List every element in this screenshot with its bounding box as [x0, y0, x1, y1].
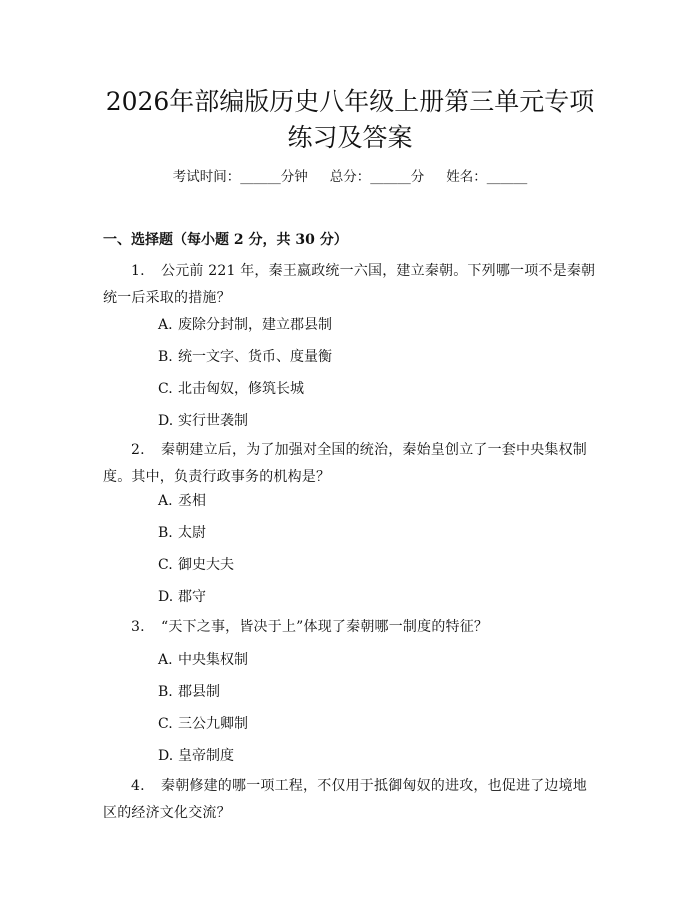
- option-letter: B.: [158, 349, 173, 365]
- option-text: 北击匈奴，修筑长城: [178, 381, 304, 397]
- exam-meta: [0, 166, 700, 188]
- question-1-option-d: [158, 410, 248, 432]
- question-1-option-b: [158, 346, 332, 368]
- question-text: 秦朝修建的哪一项工程，不仅用于抵御匈奴的进攻，也促进了边境地区的经济文化交流？: [103, 778, 587, 821]
- option-text: 中央集权制: [178, 652, 248, 668]
- question-3-option-b: [158, 681, 220, 703]
- option-text: 皇帝制度: [178, 748, 234, 764]
- option-letter: B.: [158, 684, 173, 700]
- question-3-option-d: [158, 745, 234, 767]
- option-text: 太尉: [178, 525, 206, 541]
- option-letter: C.: [158, 381, 173, 397]
- total-score-field: 总分：______分: [329, 169, 425, 185]
- section-heading: 一、选择题（每小题 2 分，共 30 分）: [103, 232, 348, 248]
- option-text: 废除分封制，建立郡县制: [178, 317, 332, 333]
- option-letter: D.: [158, 589, 174, 605]
- page-title-line-1: 2026年部编版历史八年级上册第三单元专项: [105, 87, 595, 116]
- option-text: 实行世袭制: [178, 413, 248, 429]
- question-2-option-a: [158, 490, 206, 512]
- question-1-option-c: [158, 378, 304, 400]
- page-title-line-2: 练习及答案: [287, 123, 413, 152]
- question-3-option-a: [158, 649, 248, 671]
- question-text: 公元前 221 年，秦王嬴政统一六国，建立秦朝。下列哪一项不是秦朝统一后采取的措施？: [103, 263, 596, 306]
- question-text: “天下之事，皆决于上”体现了秦朝哪一制度的特征？: [161, 619, 489, 635]
- question-1: [103, 258, 600, 312]
- question-number: 2.: [131, 442, 145, 458]
- option-letter: A.: [158, 317, 173, 333]
- question-2: [103, 437, 600, 491]
- question-text: 秦朝建立后，为了加强对全国的统治，秦始皇创立了一套中央集权制度。其中，负责行政事务的机构是？: [103, 442, 587, 485]
- question-2-option-c: [158, 554, 234, 576]
- option-letter: B.: [158, 525, 173, 541]
- option-text: 丞相: [178, 493, 206, 509]
- option-letter: A.: [158, 493, 173, 509]
- option-letter: C.: [158, 557, 173, 573]
- option-text: 郡守: [178, 589, 206, 605]
- option-text: 御史大夫: [178, 557, 234, 573]
- question-3: [103, 614, 600, 641]
- question-number: 4.: [131, 778, 145, 794]
- student-name-field: 姓名：______: [446, 169, 528, 185]
- option-letter: D.: [158, 413, 174, 429]
- option-letter: C.: [158, 716, 173, 732]
- exam-time-field: 考试时间：______分钟: [172, 169, 308, 185]
- question-number: 1.: [131, 263, 145, 279]
- option-text: 统一文字、货币、度量衡: [178, 349, 332, 365]
- question-2-option-d: [158, 586, 206, 608]
- option-letter: A.: [158, 652, 173, 668]
- question-3-option-c: [158, 713, 248, 735]
- question-4: [103, 773, 600, 827]
- option-text: 三公九卿制: [178, 716, 248, 732]
- option-letter: D.: [158, 748, 174, 764]
- question-1-option-a: [158, 314, 332, 336]
- question-2-option-b: [158, 522, 206, 544]
- question-number: 3.: [131, 619, 145, 635]
- option-text: 郡县制: [178, 684, 220, 700]
